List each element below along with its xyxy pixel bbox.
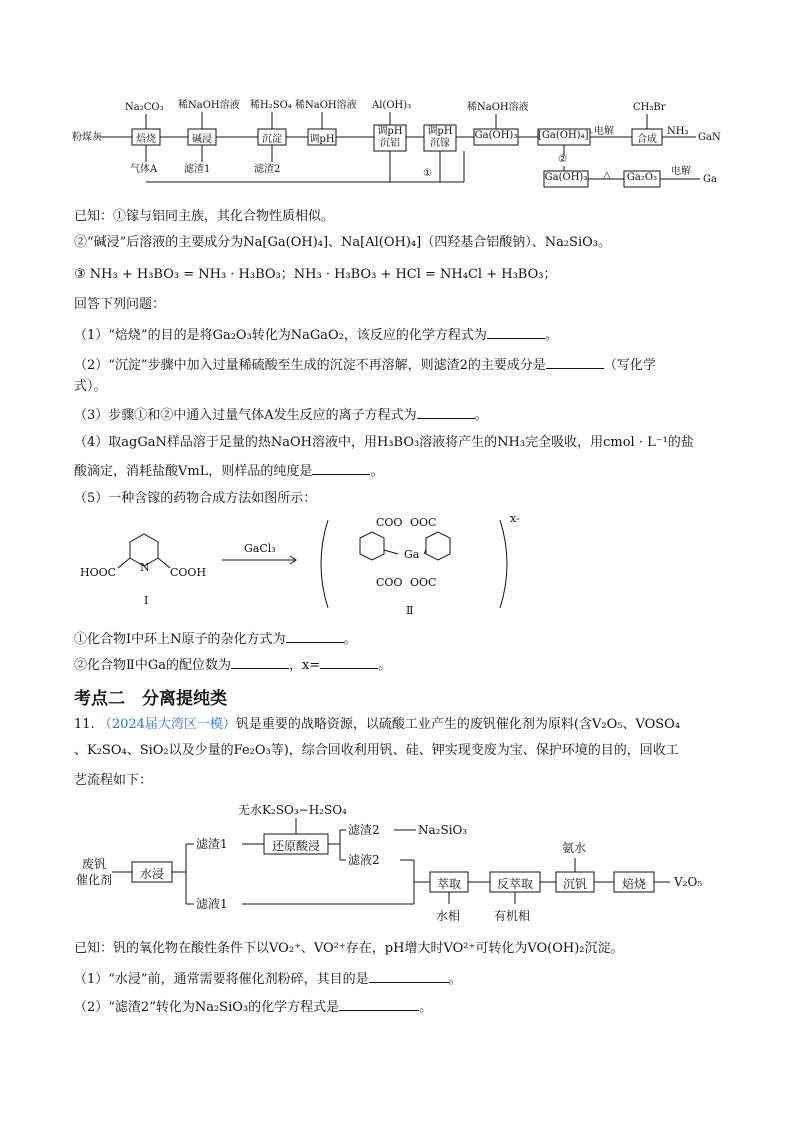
q11-q1: （1）“水浸”前，通常需要将催化剂粉碎，其目的是 。 (74, 972, 462, 987)
flow2-start: 废钒 催化剂 (75, 857, 112, 887)
flow1-product-0: GaN (698, 132, 721, 143)
flow1-box-alkali-leach: 碱浸 (192, 134, 212, 145)
flow1-box-ga2o3: Ga₂O₃ (626, 172, 658, 183)
flow1-box-synthesis: 合成 (637, 134, 657, 145)
flow2-label-1: 滤渣2 (348, 823, 380, 837)
flow1-reagent-9: 电解 (671, 166, 691, 177)
flow2-box-roast: 焙烧 (621, 877, 646, 891)
flow1-by-2: 滤渣2 (254, 164, 281, 175)
q5-2-blank-a[interactable] (231, 656, 289, 669)
flow2-label-6: 有机相 (494, 909, 531, 923)
flow2-label-2: Na₂SiO₃ (418, 823, 468, 837)
q11-text2: 、K₂SO₄、SiO₂以及少量的Fe₂O₃等)，综合回收利用钒、硅、钾实现变废为宝、保护环境的目的，回收工 (74, 743, 679, 758)
q11-source[interactable]: （2024届大湾区一模） (98, 717, 236, 732)
flow1-box-gaoh3-2: Ga(OH)₃ (544, 172, 588, 183)
scheme-left: HOOC (80, 566, 117, 579)
q5-1: ①化合物Ⅰ中环上N原子的杂化方式为 。 (74, 632, 357, 647)
flow1-reagent-8: 电解 (594, 126, 614, 137)
flow1-by-1: 滤渣1 (184, 164, 211, 175)
scheme-ooc-top: OOC (410, 516, 437, 529)
q11-q2: （2）“滤渣2”转化为Na₂SiO₃的化学方程式是 。 (74, 1000, 433, 1015)
flow2-label-7: 氨水 (562, 841, 587, 855)
flow1-reagent-5: 稀NaOH溶液 (467, 102, 529, 113)
flow2-box-water-leach: 水浸 (139, 867, 164, 881)
flow2-label-4: 滤液1 (196, 897, 228, 911)
flow1-by-5: △ (603, 170, 611, 181)
flow1-box-ph: 调pH (309, 134, 335, 145)
q11-text3: 艺流程如下： (74, 773, 153, 788)
flow1-box-roast: 焙烧 (136, 134, 156, 145)
scheme-label-2: Ⅱ (406, 604, 414, 617)
reaction-scheme (70, 508, 550, 620)
scheme-right: COOH (170, 566, 207, 579)
q11-q1-blank[interactable] (369, 970, 449, 983)
flow1-by-4: ② (558, 154, 567, 165)
scheme-ooc-bottom: OOC (410, 576, 437, 589)
q5-1-blank[interactable] (286, 630, 344, 643)
flow1-box-ga: 调pH 沉镓 (427, 126, 453, 149)
flow2-box-back-extract: 反萃取 (496, 877, 533, 891)
q5: （5）一种含镓的药物合成方法如图所示： (74, 491, 317, 506)
section-heading: 考点二 分离提纯类 (74, 689, 227, 709)
flow1-box-gaoh3: Ga(OH)₃ (474, 130, 518, 141)
flow2-label-0: 滤渣1 (196, 837, 228, 851)
flow1-box-precipitate: 沉淀 (262, 134, 282, 145)
q1-blank[interactable] (487, 326, 545, 339)
scheme-reagent: GaCl₃ (244, 542, 276, 555)
flow2-label-8: V₂O₅ (674, 875, 703, 889)
flow1-reagent-0: Na₂CO₃ (125, 102, 164, 113)
q2-blank[interactable] (546, 356, 604, 369)
known-2: ②“碱浸”后溶液的主要成分为Na[Ga(OH)₄]、Na[Al(OH)₄]（四羟基合铝酸钠）、Na₂SiO₃。 (74, 235, 611, 250)
q4: （4）取agGaN样品溶于足量的热NaOH溶液中，用H₃BO₃溶液将产生的NH₃完全吸收，用cmol · L⁻¹的盐 (74, 435, 694, 450)
questions-intro: 回答下列问题： (74, 297, 166, 312)
q5-2: ②化合物Ⅱ中Ga的配位数为 ，x= 。 (74, 658, 392, 673)
flow1-by-0: 气体A (130, 164, 158, 175)
flow1-reagent-2: 稀H₂SO₄ (250, 100, 292, 111)
q5-2-blank-b[interactable] (320, 656, 378, 669)
q11-text1: 11. （2024届大湾区一模）钒是重要的战略资源，以硫酸工业产生的废钒催化剂为原料(含V₂O₅、VOSO₄ (74, 717, 681, 732)
flow2-box-reduce-acid-leach: 还原酸浸 (271, 839, 320, 853)
q11-q2-blank[interactable] (339, 998, 419, 1011)
q4-blank[interactable] (312, 462, 370, 475)
q4-cont: 酸滴定，消耗盐酸VmL，则样品的纯度是 。 (74, 464, 384, 479)
flow2-label-3: 滤液2 (348, 853, 380, 867)
q2: （2）“沉淀”步骤中加入过量稀硫酸至生成的沉淀不再溶解，则滤渣2的主要成分是 （写化学 (74, 358, 656, 373)
flow1-reagent-1: 稀NaOH溶液 (178, 100, 240, 111)
known2: 已知：钒的氧化物在酸性条件下以VO₂⁺、VO²⁺存在，pH增大时VO²⁺可转化为VO(OH)₂沉淀。 (74, 941, 624, 956)
flow1-reagent-6: CH₃Br (633, 102, 666, 113)
flow1-product-1: Ga (703, 174, 717, 185)
scheme-n: N (140, 561, 150, 574)
flow1-by-3: ① (423, 168, 432, 179)
scheme-label-1: Ⅰ (144, 594, 149, 607)
known-1: 已知：①镓与铝同主族，其化合物性质相似。 (74, 209, 335, 224)
flow1-box-gaoh4: [Ga(OH)₄]⁻ (538, 130, 594, 141)
flow2-box-precip-v: 沉钒 (562, 877, 587, 891)
q3: （3）步骤①和②中通入过量气体A发生反应的离子方程式为 。 (74, 408, 488, 423)
flow1-reagent-3: 稀NaOH溶液 (295, 100, 357, 111)
flow2-box-extract: 萃取 (436, 877, 461, 891)
scheme-charge: x- (510, 512, 520, 525)
q2-cont: 式）。 (74, 379, 107, 394)
flow1-start: 粉煤灰 (72, 132, 102, 143)
flow2-label-5: 水相 (436, 909, 461, 923)
scheme-coo-top: COO (376, 516, 403, 529)
q3-blank[interactable] (417, 406, 475, 419)
flow1-box-al: 调pH 沉铝 (377, 126, 403, 149)
q1: （1）“焙烧”的目的是将Ga₂O₃转化为NaGaO₂，该反应的化学方程式为 。 (74, 328, 558, 343)
scheme-ga: Ga (404, 548, 420, 561)
flow1-reagent-4: Al(OH)₃ (372, 100, 412, 111)
flow1-reagent-7: NH₃ (667, 126, 689, 137)
flow2-reagent: 无水K₂SO₃−H₂SO₄ (238, 803, 347, 817)
scheme-coo-bottom: COO (376, 576, 403, 589)
known-3: ③ NH₃ + H₃BO₃ = NH₃ · H₃BO₃；NH₃ · H₃BO₃ + HCl = NH₄Cl + H₃BO₃； (74, 267, 557, 282)
